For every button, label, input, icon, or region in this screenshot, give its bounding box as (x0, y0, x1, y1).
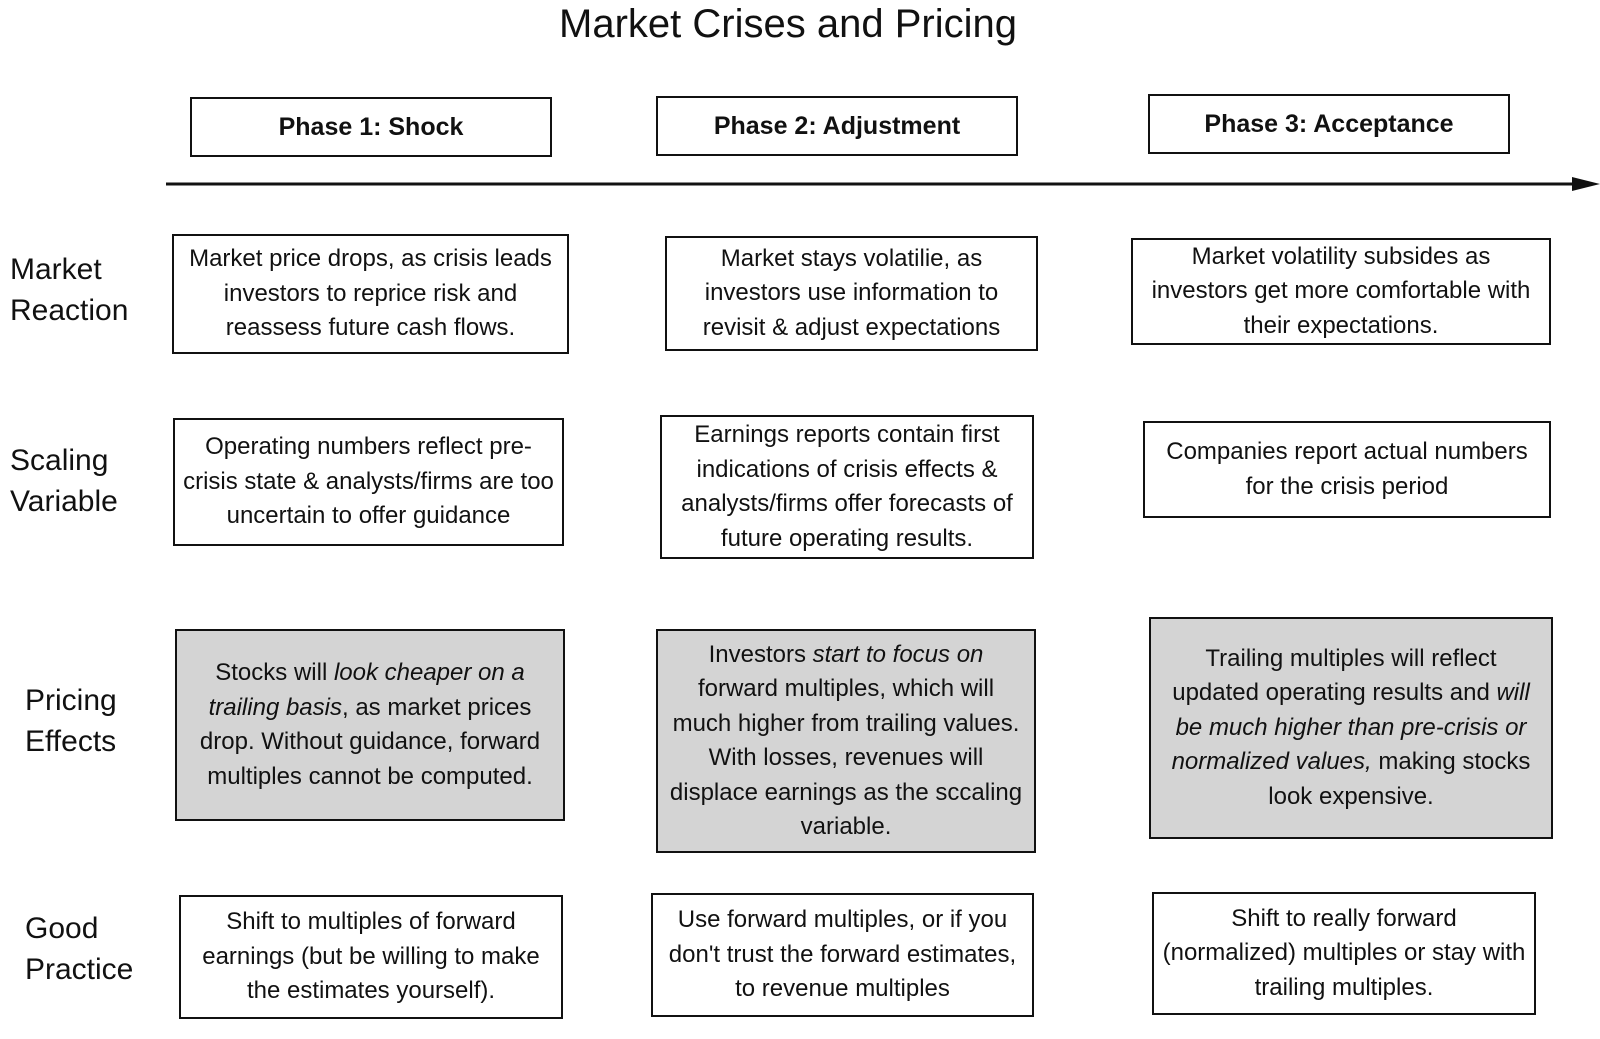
cell-text-emphasis: look cheaper on a trailing basis (208, 659, 525, 721)
cell-text-after: , as market prices drop. Without guidance, forward multiples cannot be computed. (199, 693, 541, 790)
cell-text (1159, 642, 1543, 815)
cell-text: Companies report actual numbers for the crisis period (1166, 438, 1528, 500)
row-label-pricing-effects (25, 680, 117, 762)
cell-text: Market stays volatilie, as investors use information to revisit & adjust expectations (702, 244, 1001, 341)
cell-text-before: Investors (708, 640, 813, 668)
row-label-market-reaction (10, 249, 128, 331)
cell-good-practice-phase-2 (651, 893, 1034, 1017)
cell-text (185, 656, 555, 794)
phase-2-header: Phase 2: Adjustment (656, 96, 1018, 156)
cell-market-reaction-phase-3 (1131, 238, 1551, 345)
row-label-line: Scaling (10, 444, 109, 477)
cell-pricing-effects-phase-1 (175, 629, 565, 821)
row-label-line: Market (10, 253, 102, 286)
cell-text-after: forward multiples, which will much higher from trailing values. With losses, revenues will displace earnings as the sccaling variable. (669, 675, 1023, 840)
cell-market-reaction-phase-2 (665, 236, 1038, 351)
cell-text: Operating numbers reflect pre-crisis state & analysts/firms are too uncertain to offer guidance (183, 433, 554, 530)
cell-text: Earnings reports contain first indications of crisis effects & analysts/firms offer forecasts of future operating results. (681, 421, 1013, 552)
cell-text-before: Trailing multiples will reflect updated operating results and (1172, 644, 1497, 707)
cell-text: Use forward multiples, or if you don't trust the forward estimates, to revenue multiples (668, 906, 1017, 1003)
row-label-line: Good (25, 912, 99, 945)
cell-pricing-effects-phase-3 (1149, 617, 1553, 839)
row-label-line: Reaction (10, 294, 129, 327)
row-label-line: Pricing (25, 684, 117, 717)
cell-text-emphasis: start to focus on (812, 640, 984, 668)
cell-scaling-variable-phase-1 (173, 418, 564, 546)
diagram-title: Market Crises and Pricing (559, 2, 1017, 46)
cell-text-after: making stocks look expensive. (1268, 748, 1531, 810)
cell-pricing-effects-phase-2 (656, 629, 1036, 853)
cell-good-practice-phase-3 (1152, 892, 1536, 1015)
cell-text-emphasis: will be much higher than pre-crisis or normalized values, (1171, 679, 1530, 776)
row-label-scaling-variable (10, 440, 118, 522)
cell-good-practice-phase-1 (179, 895, 563, 1019)
phase-1-header: Phase 1: Shock (190, 97, 552, 157)
phase-3-header: Phase 3: Acceptance (1148, 94, 1510, 154)
row-label-good-practice (25, 908, 133, 990)
cell-text: Shift to multiples of forward earnings (but be willing to make the estimates yourself). (202, 908, 540, 1005)
cell-text-before: Stocks will (215, 659, 334, 686)
row-label-line: Practice (25, 953, 134, 986)
cell-scaling-variable-phase-2 (660, 415, 1034, 559)
cell-text (666, 638, 1026, 845)
row-label-line: Variable (10, 485, 118, 518)
cell-scaling-variable-phase-3 (1143, 421, 1551, 518)
row-label-line: Effects (25, 725, 117, 758)
timeline-arrow (166, 174, 1600, 196)
cell-market-reaction-phase-1 (172, 234, 569, 354)
cell-text: Market price drops, as crisis leads investors to reprice risk and reassess future cash flows. (189, 245, 552, 342)
cell-text: Market volatility subsides as investors get more comfortable with their expectations. (1151, 242, 1531, 339)
cell-text: Shift to really forward (normalized) multiples or stay with trailing multiples. (1162, 904, 1526, 1001)
